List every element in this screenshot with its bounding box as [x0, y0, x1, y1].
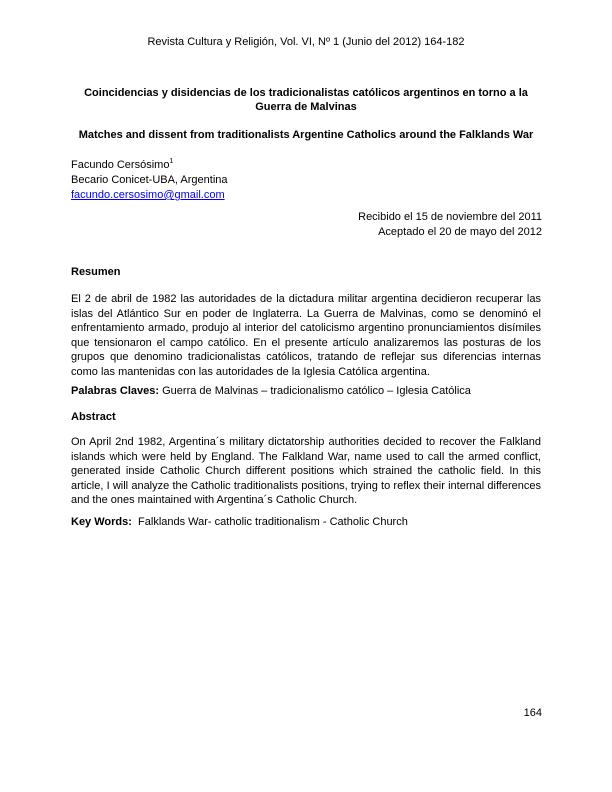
palabras-claves-label: Palabras Claves: [71, 385, 160, 397]
dates-block [358, 210, 542, 240]
abstract-heading: Abstract [71, 411, 116, 423]
footnote-mark[interactable]: 1 [169, 158, 174, 165]
palabras-claves-line [71, 385, 471, 397]
running-head: Revista Cultura y Religión, Vol. VI, Nº 1 (Junio del 2012) 164-182 [147, 36, 465, 48]
author-line [71, 154, 228, 173]
key-words-text: Falklands War- catholic traditionalism - Catholic Church [138, 516, 408, 528]
page-number: 164 [523, 707, 542, 719]
abstract-text: On April 2nd 1982, Argentina´s military dictatorship authorities decided to recover the Falkland islands which were held by England. The Falkland War, name used to call the armed conflict, generated inside Catholic Church different positions which strained the catholic field. In this article, I will analyze the Catholic traditionalists positions, trying to reflex their internal differences and the ones maintained with Argentina´s Catholic Church. [71, 436, 541, 506]
author-email-link[interactable]: facundo.cersosimo@gmail.com [71, 189, 225, 201]
key-words-label: Key Words: [71, 516, 132, 528]
palabras-claves-text: Guerra de Malvinas – tradicionalismo católico – Iglesia Católica [162, 385, 471, 397]
accepted-date: Aceptado el 20 de mayo del 2012 [378, 226, 542, 238]
author-name: Facundo Cersósimo [71, 159, 170, 171]
received-date: Recibido el 15 de noviembre del 2011 [358, 211, 542, 223]
resumen-heading: Resumen [71, 266, 121, 278]
resumen-text: El 2 de abril de 1982 las autoridades de la dictadura militar argentina decidieron recuperar las islas del Atlántico Sur en poder de Inglaterra. La Guerra de Malvinas, como se denominó el enfrentamiento armado, produjo al interior del catolicismo argentino pronunciamientos disímiles que tensionaron el campo católico. En el presente artículo analizaremos las posturas de los grupos que denomino tradicionalistas católicos, tratando de reflejar sus diferencias internas como las mantenidas con las autoridades de la Iglesia Católica argentina. [71, 293, 541, 378]
author-affiliation: Becario Conicet-UBA, Argentina [71, 174, 228, 186]
title-english: Matches and dissent from traditionalists Argentine Catholics around the Falklands War [78, 129, 534, 141]
author-block [71, 154, 228, 203]
title-spanish: Coincidencias y disidencias de los tradicionalistas católicos argentinos en torno a la Guerra de Malvinas [84, 87, 528, 113]
key-words-line [71, 516, 408, 528]
